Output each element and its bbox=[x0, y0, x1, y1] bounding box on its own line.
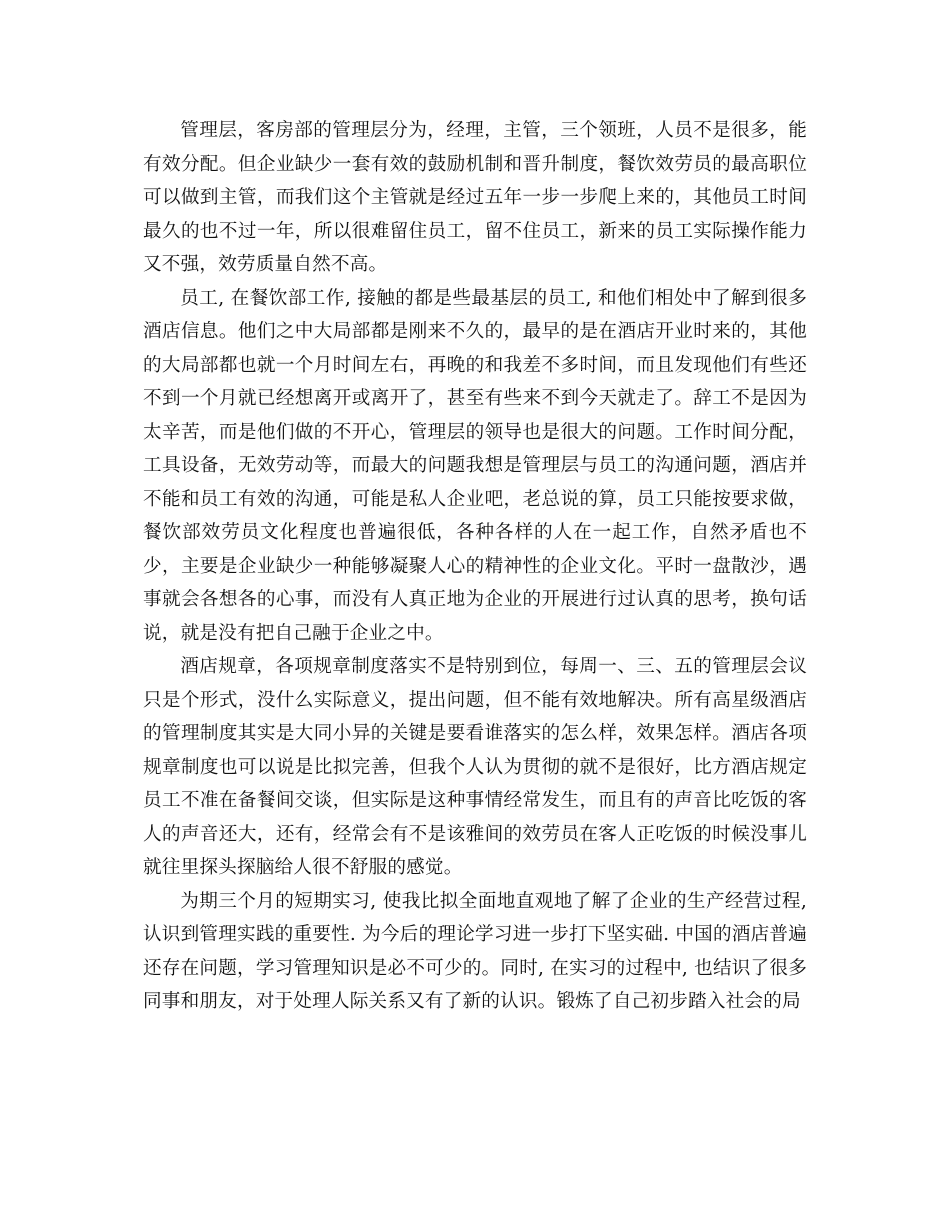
paragraph-hotel-rules: 酒店规章，各项规章制度落实不是特别到位，每周一、三、五的管理层会议只是个形式，没什么实际意义，提出问题，但不能有效地解决。所有高星级酒店的管理制度其实是大同小异的关键是要看谁落实的怎么样，效果怎样。酒店各项规章制度也可以说是比拟完善，但我个人认为贯彻的就不是很好，比方酒店规定员工不准在备餐间交谈，但实际是这种事情经常发生，而且有的声音比吃饭的客人的声音还大，还有，经常会有不是该雅间的效劳员在客人正吃饭的时候没事儿就往里探头探脑给人很不舒服的感觉。 bbox=[143, 656, 807, 878]
paragraph-internship-summary: 为期三个月的短期实习, 使我比拟全面地直观地了解了企业的生产经营过程, 认识到管理实践的重要性. 为今后的理论学习进一步打下坚实础. 中国的酒店普遍还存在问题，学习管理知识是必不可少的。同时, 在实习的过程中, 也结识了很多同事和朋友，对于处理人际关系又有了新的认识。锻炼了自己初步踏入社会的局 bbox=[143, 890, 807, 1012]
paragraph-staff: 员工, 在餐饮部工作, 接触的都是些最基层的员工, 和他们相处中了解到很多酒店信息。他们之中大局部都是刚来不久的，最早的是在酒店开业时来的，其他的大局部都也就一个月时间左右，再晚的和我差不多时间，而且发现他们有些还不到一个月就已经想离开或离开了，甚至有些来不到今天就走了。辞工不是因为太辛苦，而是他们做的不开心，管理层的领导也是很大的问题。工作时间分配，工具设备，无效劳动等，而最大的问题我想是管理层与员工的沟通问题，酒店并不能和员工有效的沟通，可能是私人企业吧，老总说的算，员工只能按要求做，餐饮部效劳员文化程度也普遍很低，各种各样的人在一起工作，自然矛盾也不少，主要是企业缺少一种能够凝聚人心的精神性的企业文化。平时一盘散沙，遇事就会各想各的心事，而没有人真正地为企业的开展进行过认真的思考，换句话说，就是没有把自己融于企业之中。 bbox=[143, 287, 807, 644]
paragraph-management-layer: 管理层，客房部的管理层分为，经理，主管，三个领班，人员不是很多，能有效分配。但企业缺少一套有效的鼓励机制和晋升制度，餐饮效劳员的最高职位可以做到主管，而我们这个主管就是经过五年一步一步爬上来的，其他员工时间最久的也不过一年，所以很难留住员工，留不住员工，新来的员工实际操作能力又不强，效劳质量自然不高。 bbox=[143, 120, 807, 275]
document-body bbox=[143, 114, 807, 1019]
